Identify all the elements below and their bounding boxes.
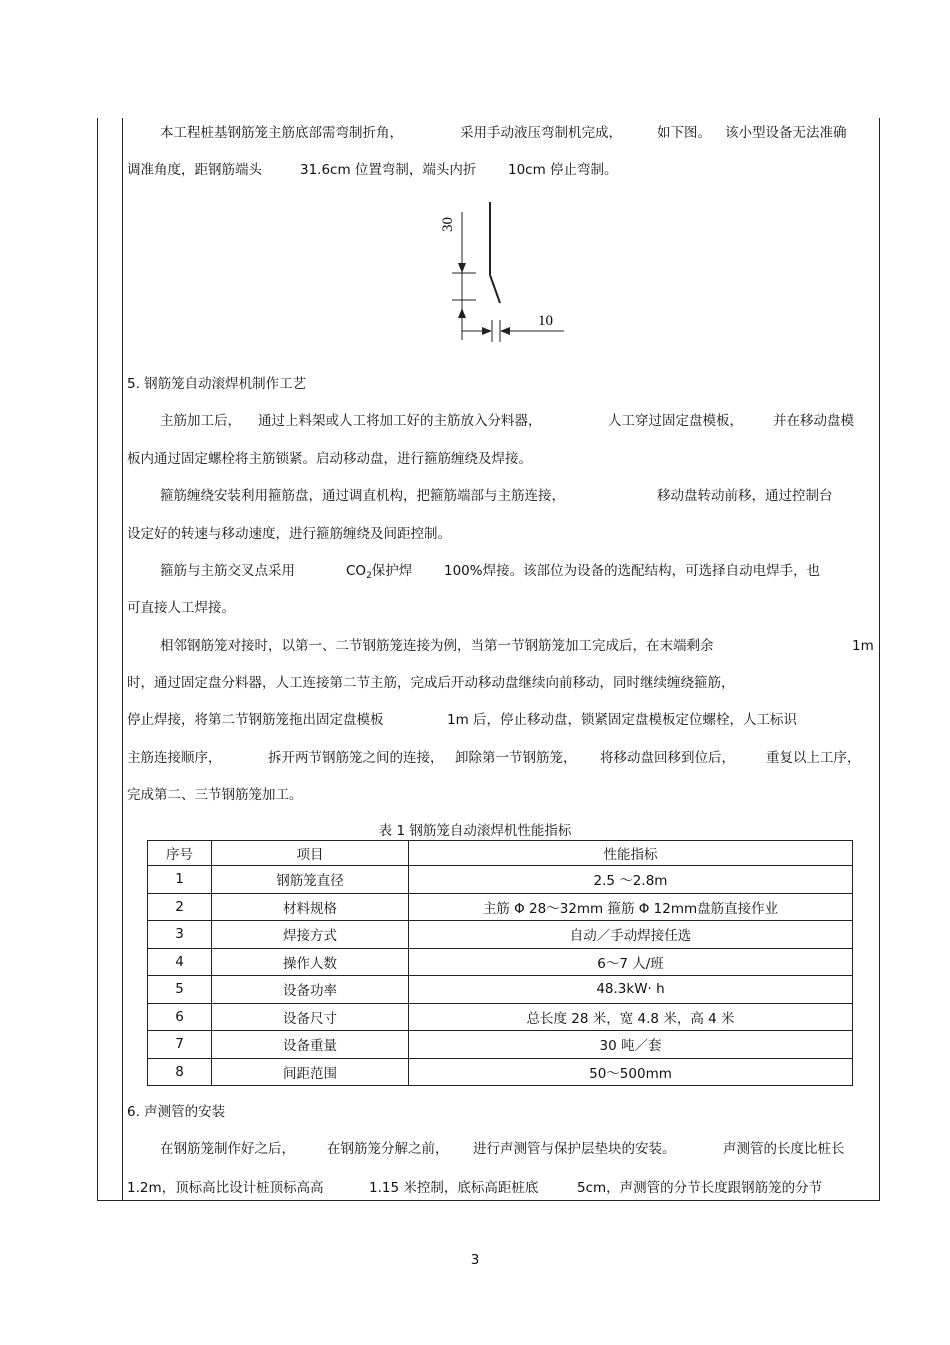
table-cell: 7 [148, 1031, 212, 1059]
table-cell: 材料规格 [212, 893, 409, 921]
s5p4-line5: 完成第二、三节钢筋笼加工。 [127, 787, 303, 803]
s5p4-line4d: 将移动盘回移到位后， [600, 750, 735, 766]
s5p4-line1a: 相邻钢筋笼对接时，以第一、二节钢筋笼连接为例，当第一节钢筋笼加工完成后，在末端剩余 [160, 638, 714, 654]
page-number: 3 [470, 1252, 480, 1268]
s5p4-line3a: 停止焊接，将第二节钢筋笼拖出固定盘模板 [127, 712, 384, 728]
section5-heading: 5. 钢筋笼自动滚焊机制作工艺 [127, 376, 307, 392]
table-row [148, 893, 853, 921]
s5p1-line1d: 并在移动盘模 [773, 413, 854, 429]
table-row [148, 1031, 853, 1059]
dim-label-10: 10 [538, 313, 553, 329]
header-cell: 性能指标 [409, 841, 853, 866]
s5p2-line1a: 箍筋缠绕安装利用箍筋盘，通过调直机构，把箍筋端部与主筋连接， [160, 488, 565, 504]
table-row [148, 866, 853, 894]
header-cell: 序号 [148, 841, 212, 866]
table-header-row [148, 841, 853, 866]
table-cell: 2.5 ～2.8m [409, 866, 853, 894]
table-cell: 4 [148, 948, 212, 976]
left-margin-rule [122, 118, 123, 1200]
s5p4-line4e: 重复以上工序， [766, 750, 861, 766]
table-cell: 5 [148, 976, 212, 1004]
s5p4-line1b: 1m [852, 638, 874, 654]
table-cell: 钢筋笼直径 [212, 866, 409, 894]
s5p4-line2: 时，通过固定盘分料器，人工连接第二节主筋，完成后开动移动盘继续向前移动，同时继续缠绕箍筋， [127, 675, 735, 691]
s5p1-line1c: 人工穿过固定盘模板， [608, 413, 743, 429]
para1-line2a: 调准角度，距钢筋端头 [127, 162, 262, 178]
table-cell: 主筋 Φ 28～32mm 箍筋 Φ 12mm盘筋直接作业 [409, 893, 853, 921]
table-row [148, 1003, 853, 1031]
table-row [148, 1058, 853, 1086]
table-cell: 自动／手动焊接任选 [409, 921, 853, 949]
dim-label-30: 30 [440, 217, 456, 232]
table-cell: 50～500mm [409, 1058, 853, 1086]
s6-line1d: 声测管的长度比桩长 [723, 1141, 845, 1157]
s5p1-line1a: 主筋加工后， [160, 413, 241, 429]
s5p4-line4c: 卸除第一节钢筋笼， [455, 750, 577, 766]
table-cell: 1 [148, 866, 212, 894]
table-cell: 操作人数 [212, 948, 409, 976]
s6-line2b: 1.15 米控制，底标高距桩底 [369, 1180, 539, 1196]
para1-line1a: 本工程桩基钢筋笼主筋底部需弯制折角， [160, 125, 403, 141]
table-cell: 焊接方式 [212, 921, 409, 949]
s5p1-line2: 板内通过固定螺栓将主筋锁紧。启动移动盘，进行箍筋缠绕及焊接。 [127, 451, 532, 467]
table-cell: 6 [148, 1003, 212, 1031]
para1-line1d: 该小型设备无法准确 [725, 125, 847, 141]
s5p3-line1c: 100%焊接。该部位为设备的选配结构，可选择自动电焊手，也 [444, 563, 821, 579]
s6-line1b: 在钢筋笼分解之前， [327, 1141, 449, 1157]
s5p3-co2: $CO_2$保护焊 [346, 563, 413, 581]
section6-heading: 6. 声测管的安装 [127, 1104, 226, 1120]
s5p3-line1a: 箍筋与主筋交叉点采用 [160, 563, 295, 579]
s5p3-line2: 可直接人工焊接。 [127, 600, 235, 616]
table-cell: 2 [148, 893, 212, 921]
s5p2-line2: 设定好的转速与移动速度，进行箍筋缠绕及间距控制。 [127, 526, 451, 542]
table-cell: 设备重量 [212, 1031, 409, 1059]
table-cell: 总长度 28 米，宽 4.8 米，高 4 米 [409, 1003, 853, 1031]
table-cell: 48.3kW· h [409, 976, 853, 1004]
table-cell: 6～7 人/班 [409, 948, 853, 976]
s6-line2c: 5cm，声测管的分节长度跟钢筋笼的分节 [577, 1180, 823, 1196]
table-cell: 30 吨／套 [409, 1031, 853, 1059]
table-row [148, 948, 853, 976]
table-caption: 表 1 钢筋笼自动滚焊机性能指标 [378, 823, 572, 839]
table-row [148, 976, 853, 1004]
table-cell: 设备功率 [212, 976, 409, 1004]
s6-line2a: 1.2m，顶标高比设计桩顶标高高 [127, 1180, 324, 1196]
para1-line2c: 10cm 停止弯制。 [508, 162, 618, 178]
table-cell: 8 [148, 1058, 212, 1086]
para1-line1c: 如下图。 [657, 125, 711, 141]
para1-line2b: 31.6cm 位置弯制，端头内折 [300, 162, 477, 178]
header-cell: 项目 [212, 841, 409, 866]
s5p4-line3b: 1m 后，停止移动盘，锁紧固定盘模板定位螺栓，人工标识 [447, 712, 798, 728]
s5p2-line1b: 移动盘转动前移，通过控制台 [657, 488, 833, 504]
table-cell: 间距范围 [212, 1058, 409, 1086]
s5p1-line1b: 通过上料架或人工将加工好的主筋放入分料器， [258, 413, 542, 429]
table-cell: 设备尺寸 [212, 1003, 409, 1031]
s5p4-line4a: 主筋连接顺序， [127, 750, 222, 766]
table-row [148, 921, 853, 949]
bend-diagram [440, 200, 570, 345]
spec-table [147, 840, 853, 1086]
s5p4-line4b: 拆开两节钢筋笼之间的连接， [268, 750, 444, 766]
s6-line1c: 进行声测管与保护层垫块的安装。 [473, 1141, 676, 1157]
s6-line1a: 在钢筋笼制作好之后， [160, 1141, 295, 1157]
table-cell: 3 [148, 921, 212, 949]
para1-line1b: 采用手动液压弯制机完成， [460, 125, 622, 141]
